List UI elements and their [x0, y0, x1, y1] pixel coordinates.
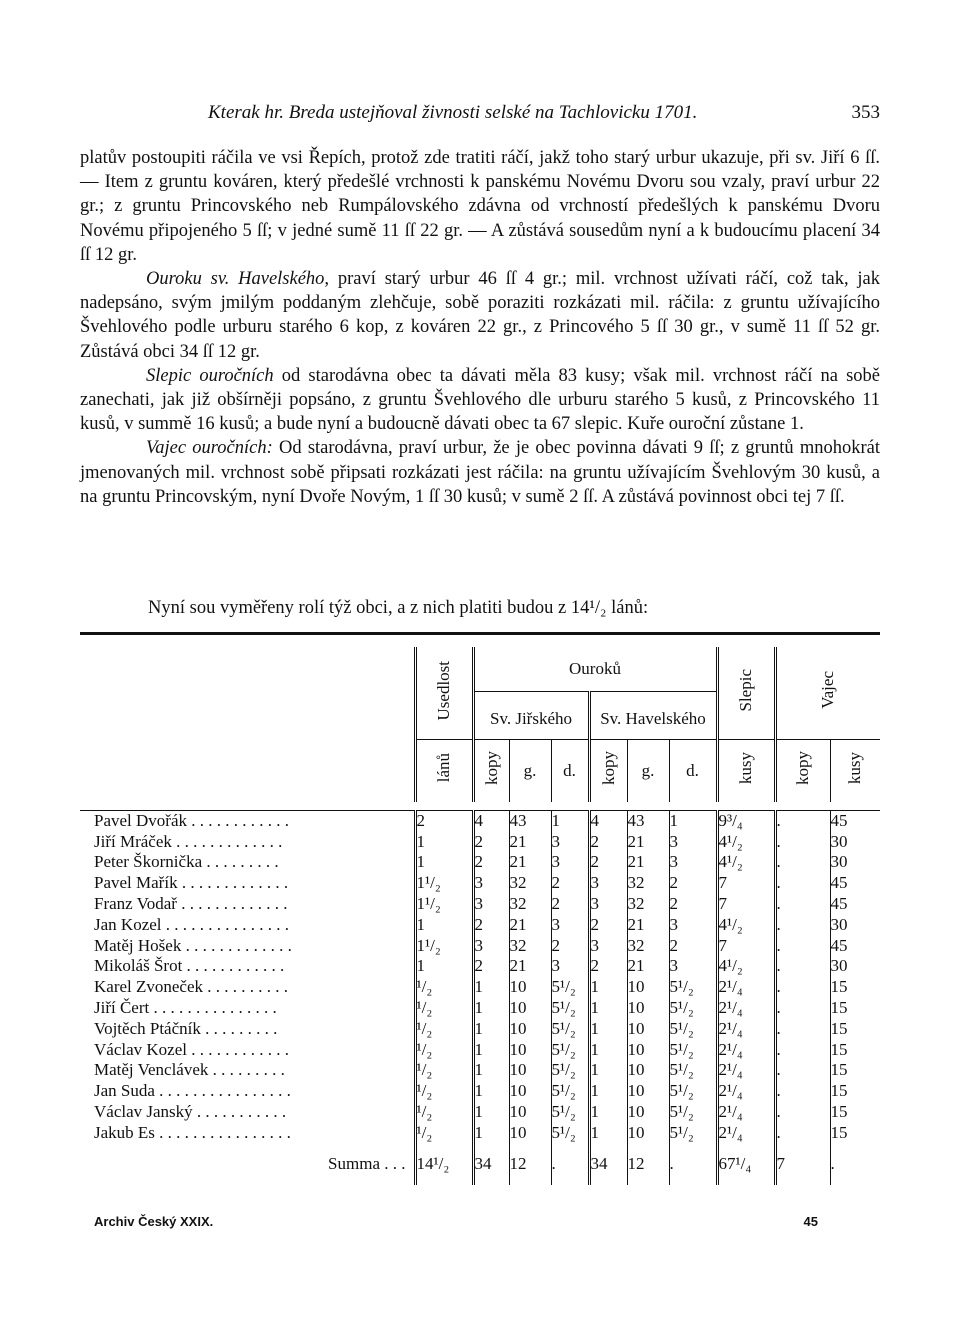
header-usedlost: Usedlost — [415, 647, 473, 739]
row-cell: 21 — [627, 914, 669, 935]
row-cell: 3 — [551, 914, 589, 935]
row-cell: 2¹/₄ — [717, 1018, 775, 1039]
row-cell: 3 — [589, 873, 627, 894]
row-cell: 1 — [473, 1122, 509, 1143]
row-cell: 21 — [509, 914, 551, 935]
row-cell: 2 — [589, 956, 627, 977]
row-cell: 10 — [509, 998, 551, 1019]
row-cell: . — [775, 977, 830, 998]
row-cell: 4¹/₂ — [717, 956, 775, 977]
italic-lead-4: Vajec ouročních: — [146, 438, 273, 459]
row-cell: 5¹/₂ — [551, 1060, 589, 1081]
table-row — [80, 1018, 880, 1039]
row-cell: 5¹/₂ — [669, 1081, 717, 1102]
row-cell: 1 — [551, 810, 589, 831]
row-cell: 2 — [551, 935, 589, 956]
row-name: Franz Vodař . . . . . . . . . . . . . — [94, 894, 288, 914]
row-cell: 10 — [627, 1018, 669, 1039]
row-cell: 3 — [551, 852, 589, 873]
row-cell: 45 — [830, 935, 880, 956]
row-name: Matěj Hošek . . . . . . . . . . . . . — [94, 935, 292, 955]
row-cell: 5¹/₂ — [669, 998, 717, 1019]
row-cell: ¹/₂ — [415, 1081, 473, 1102]
row-cell: 3 — [551, 956, 589, 977]
row-cell: 30 — [830, 956, 880, 977]
row-cell: 7 — [717, 873, 775, 894]
row-cell: ¹/₂ — [415, 1039, 473, 1060]
row-cell: 21 — [627, 956, 669, 977]
row-name: Pavel Mařík . . . . . . . . . . . . . — [94, 873, 289, 893]
row-cell: 1 — [473, 1039, 509, 1060]
summa-row — [80, 1143, 880, 1185]
row-cell: 10 — [509, 977, 551, 998]
header-slepic: Slepic — [717, 647, 775, 739]
row-cell: 32 — [627, 873, 669, 894]
footer — [94, 1214, 818, 1229]
row-cell: 2 — [589, 831, 627, 852]
row-cell: 15 — [830, 1018, 880, 1039]
header-sv-havelskeho: Sv. Havelského — [589, 691, 717, 739]
row-cell: 5¹/₂ — [669, 1039, 717, 1060]
row-name: Karel Zvoneček . . . . . . . . . . — [94, 977, 289, 997]
row-cell: 1 — [473, 977, 509, 998]
row-cell: 1 — [589, 1018, 627, 1039]
row-cell: . — [775, 914, 830, 935]
row-cell: 10 — [509, 1018, 551, 1039]
summa-cell: 67¹/₄ — [717, 1143, 775, 1185]
row-cell: 5¹/₂ — [551, 998, 589, 1019]
row-cell: 2 — [473, 831, 509, 852]
row-cell: 1 — [473, 1018, 509, 1039]
row-cell: 5¹/₂ — [551, 977, 589, 998]
row-cell: 4¹/₂ — [717, 852, 775, 873]
row-name: Jiří Mráček . . . . . . . . . . . . . — [94, 831, 283, 851]
row-cell: 3 — [473, 935, 509, 956]
summa-cell: . — [551, 1143, 589, 1185]
row-name: Pavel Dvořák . . . . . . . . . . . . — [94, 810, 290, 830]
row-cell: . — [775, 1060, 830, 1081]
running-header — [80, 102, 880, 132]
row-cell: 10 — [509, 1122, 551, 1143]
row-cell: 3 — [551, 831, 589, 852]
row-cell: 2¹/₄ — [717, 1102, 775, 1123]
unit-kopy-hav: kopy — [589, 739, 627, 802]
summa-cell: 34 — [473, 1143, 509, 1185]
row-cell: 2¹/₄ — [717, 1122, 775, 1143]
row-cell: 3 — [589, 894, 627, 915]
table-row — [80, 1102, 880, 1123]
row-cell: 3 — [669, 914, 717, 935]
row-cell: 1¹/₂ — [415, 873, 473, 894]
row-name: Mikoláš Šrot . . . . . . . . . . . . — [94, 956, 285, 976]
row-cell: 10 — [509, 1081, 551, 1102]
header-vajec: Vajec — [775, 647, 880, 739]
footer-signature: Archiv Český XXIX. — [94, 1214, 214, 1229]
row-cell: 4¹/₂ — [717, 831, 775, 852]
row-cell: 15 — [830, 1122, 880, 1143]
summa-cell: . — [830, 1143, 880, 1185]
row-cell: 32 — [627, 894, 669, 915]
table-row — [80, 977, 880, 998]
row-cell: . — [775, 956, 830, 977]
table-row — [80, 1122, 880, 1143]
summa-cell: 34 — [589, 1143, 627, 1185]
row-cell: 5¹/₂ — [669, 1122, 717, 1143]
row-name: Jan Kozel . . . . . . . . . . . . . . . — [94, 914, 290, 934]
unit-kusy-slepic: kusy — [717, 739, 775, 802]
row-cell: 1 — [589, 1081, 627, 1102]
paragraph-1: platův postoupiti ráčila ve vsi Řepích, protož zde tratiti ráčí, jakž toho starý urbur ukazuje, při sv. Jiří 6 ſſ. — Item z gruntu kováren, který předešlé vrchnosti k panskému Novému Dvoru sou vzaly, praví urbur 22 gr.; z gruntu Princovského neb Rumpálovského zdávna od vrchností předešlých k panskému Dvoru Novému připojeného 5 ſſ; v jedné sumě 11 ſſ 22 gr. — A zůstává sousedům nyní a k budoucímu placení 34 ſſ 12 gr. — [80, 148, 880, 265]
row-cell: 2¹/₄ — [717, 1039, 775, 1060]
row-cell: 7 — [717, 894, 775, 915]
row-cell: 2 — [473, 956, 509, 977]
row-cell: 5¹/₂ — [669, 977, 717, 998]
row-cell: 1 — [473, 998, 509, 1019]
row-cell: 1 — [415, 831, 473, 852]
table-row — [80, 998, 880, 1019]
row-cell: 32 — [509, 873, 551, 894]
row-cell: 1 — [669, 810, 717, 831]
row-cell: 10 — [627, 998, 669, 1019]
unit-kopy-vajec: kopy — [775, 739, 830, 802]
row-cell: . — [775, 1018, 830, 1039]
row-cell: 4 — [473, 810, 509, 831]
row-cell: 5¹/₂ — [551, 1122, 589, 1143]
row-cell: . — [775, 1122, 830, 1143]
table-row — [80, 914, 880, 935]
row-cell: 2 — [473, 914, 509, 935]
row-cell: 43 — [509, 810, 551, 831]
unit-kopy-jir: kopy — [473, 739, 509, 802]
row-cell: 2 — [589, 914, 627, 935]
row-cell: 2¹/₄ — [717, 998, 775, 1019]
summa-cell: 12 — [627, 1143, 669, 1185]
row-cell: ¹/₂ — [415, 1122, 473, 1143]
row-cell: . — [775, 1081, 830, 1102]
table-row — [80, 935, 880, 956]
row-cell: 1¹/₂ — [415, 894, 473, 915]
row-cell: 45 — [830, 810, 880, 831]
row-cell: 2¹/₄ — [717, 1060, 775, 1081]
table-row — [80, 810, 880, 831]
table-row — [80, 831, 880, 852]
summa-cell: 7 — [775, 1143, 830, 1185]
row-cell: 3 — [669, 831, 717, 852]
italic-lead-2: Ouroku sv. Havelského, — [146, 269, 330, 290]
row-cell: 2 — [473, 852, 509, 873]
row-cell: 3 — [473, 894, 509, 915]
summa-cell: 12 — [509, 1143, 551, 1185]
paragraph-3-text: od starodávna obec ta dávati měla 83 kusy; však mil. vrchnost ráčí na sobě zanechati, jak již obšírněji popsáno, z gruntu Švehlového dle urburu starého 5 kusů, z Princovského 11 kusů, v summě 16 kusů; a bude nyní a budoucně dávati obec ta 67 slepic. Kuře ouroční zůstane 1. — [80, 365, 881, 435]
row-cell: 2 — [669, 873, 717, 894]
land-table — [80, 632, 880, 1185]
unit-lanu: lánů — [415, 739, 473, 802]
running-title: Kterak hr. Breda ustejňoval živnosti selské na Tachlovicku 1701. — [208, 102, 698, 123]
paragraph-2-text: praví starý urbur 46 ſſ 4 gr.; mil. vrchnost užívati ráčí, což tak, jak nadepsáno, svým jmilým poddaným zlehčuje, sobě poraziti rozkázati mil. ráčila: z gruntu užívajícího Švehlového podle urburu starého 6 kop, z kováren 22 gr., z Princového 5 ſſ 30 gr., v sumě 11 ſſ 52 gr. Zůstává obci 34 ſſ 12 gr. — [80, 269, 880, 362]
paragraph-3 — [80, 364, 880, 437]
row-cell: 2¹/₄ — [717, 977, 775, 998]
row-cell: 10 — [627, 977, 669, 998]
row-cell: 1 — [589, 1039, 627, 1060]
table-row — [80, 1060, 880, 1081]
row-cell: 1¹/₂ — [415, 935, 473, 956]
row-name: Matěj Venclávek . . . . . . . . . — [94, 1060, 285, 1080]
table-row — [80, 852, 880, 873]
header-sv-jirskeho: Sv. Jiřského — [473, 691, 589, 739]
row-cell: 32 — [509, 894, 551, 915]
row-cell: 2¹/₄ — [717, 1081, 775, 1102]
row-cell: 3 — [589, 935, 627, 956]
row-cell: 1 — [415, 852, 473, 873]
row-cell: 15 — [830, 1102, 880, 1123]
row-cell: . — [775, 935, 830, 956]
italic-lead-3: Slepic ouročních — [146, 365, 274, 386]
paragraph-2 — [80, 267, 880, 364]
row-cell: 10 — [627, 1039, 669, 1060]
row-cell: 1 — [415, 956, 473, 977]
row-cell: 10 — [509, 1102, 551, 1123]
unit-g-hav: g. — [627, 739, 669, 802]
row-cell: . — [775, 810, 830, 831]
row-cell: 2 — [669, 894, 717, 915]
row-cell: 5¹/₂ — [669, 1018, 717, 1039]
row-cell: 2 — [551, 873, 589, 894]
row-cell: . — [775, 998, 830, 1019]
table-intro: Nyní sou vyměřeny rolí týž obci, a z nich platiti budou z 14¹/₂ lánů: — [148, 598, 649, 618]
row-cell: 9³/₄ — [717, 810, 775, 831]
row-cell: . — [775, 894, 830, 915]
row-cell: 30 — [830, 831, 880, 852]
page-number: 353 — [851, 102, 880, 123]
row-cell: 4¹/₂ — [717, 914, 775, 935]
unit-d-jir: d. — [551, 739, 589, 802]
row-cell: 1 — [473, 1102, 509, 1123]
row-cell: 3 — [669, 852, 717, 873]
row-cell: 15 — [830, 977, 880, 998]
row-cell: 5¹/₂ — [551, 1102, 589, 1123]
table-row — [80, 873, 880, 894]
row-cell: 1 — [589, 1060, 627, 1081]
row-name: Jan Suda . . . . . . . . . . . . . . . . — [94, 1081, 291, 1101]
row-cell: 5¹/₂ — [551, 1018, 589, 1039]
row-cell: 10 — [627, 1102, 669, 1123]
row-cell: 32 — [627, 935, 669, 956]
summa-cell: 14¹/₂ — [415, 1143, 473, 1185]
row-cell: 1 — [589, 998, 627, 1019]
row-cell: 10 — [509, 1039, 551, 1060]
row-cell: 10 — [627, 1060, 669, 1081]
row-cell: 4 — [589, 810, 627, 831]
row-cell: 15 — [830, 1060, 880, 1081]
row-cell: 21 — [627, 831, 669, 852]
row-cell: 15 — [830, 1039, 880, 1060]
row-cell: 10 — [509, 1060, 551, 1081]
paragraph-4 — [80, 436, 880, 509]
summa-label: Summa . . . — [328, 1154, 406, 1174]
row-cell: 1 — [415, 914, 473, 935]
row-name: Jakub Es . . . . . . . . . . . . . . . . — [94, 1122, 291, 1142]
row-cell: ¹/₂ — [415, 1018, 473, 1039]
row-name: Jiří Čert . . . . . . . . . . . . . . . — [94, 998, 277, 1018]
row-cell: 21 — [509, 956, 551, 977]
table-row — [80, 1039, 880, 1060]
row-cell: 1 — [589, 1102, 627, 1123]
unit-g-jir: g. — [509, 739, 551, 802]
row-cell: 7 — [717, 935, 775, 956]
row-name: Peter Škornička . . . . . . . . . — [94, 852, 279, 872]
row-cell: 5¹/₂ — [669, 1102, 717, 1123]
row-cell: . — [775, 873, 830, 894]
row-cell: 15 — [830, 998, 880, 1019]
row-cell: 5¹/₂ — [669, 1060, 717, 1081]
row-cell: ¹/₂ — [415, 1102, 473, 1123]
row-cell: . — [775, 1102, 830, 1123]
row-cell: . — [775, 1039, 830, 1060]
paragraph-4-text: Od starodávna, praví urbur, že je obec povinna dávati 9 ſſ; z gruntů mnohokrát jmenovaných mil. vrchnost sobě připsati rozkázati jest ráčila: na gruntu užívajícím Švehlovým 30 kusů, a na gruntu Princovským, nyní Dvoře Novým, 1 ſſ 30 kusů; v sumě 2 ſſ. A zůstává povinnost obci tej 7 ſſ. — [80, 438, 880, 507]
row-cell: . — [775, 831, 830, 852]
row-cell: ¹/₂ — [415, 1060, 473, 1081]
unit-d-hav: d. — [669, 739, 717, 802]
units-row — [80, 739, 880, 802]
row-cell: 43 — [627, 810, 669, 831]
row-cell: 1 — [473, 1060, 509, 1081]
row-name: Vojtěch Ptáčník . . . . . . . . . — [94, 1018, 278, 1038]
row-cell: 2 — [589, 852, 627, 873]
table-row — [80, 956, 880, 977]
footer-sheet-number: 45 — [803, 1214, 818, 1229]
row-cell: 10 — [627, 1122, 669, 1143]
table-row — [80, 1081, 880, 1102]
row-cell: 15 — [830, 1081, 880, 1102]
row-cell: 45 — [830, 894, 880, 915]
row-cell: ¹/₂ — [415, 998, 473, 1019]
row-cell: 5¹/₂ — [551, 1039, 589, 1060]
row-cell: . — [775, 852, 830, 873]
row-name: Václav Janský . . . . . . . . . . . — [94, 1102, 287, 1122]
row-cell: 1 — [589, 1122, 627, 1143]
row-name: Václav Kozel . . . . . . . . . . . . — [94, 1039, 289, 1059]
row-cell: 45 — [830, 873, 880, 894]
row-cell: 21 — [509, 831, 551, 852]
row-cell: 1 — [473, 1081, 509, 1102]
body-text — [80, 146, 880, 509]
row-cell: 1 — [589, 977, 627, 998]
row-cell: 30 — [830, 852, 880, 873]
row-cell: 21 — [509, 852, 551, 873]
row-cell: 2 — [415, 810, 473, 831]
row-cell: 32 — [509, 935, 551, 956]
row-cell: 10 — [627, 1081, 669, 1102]
unit-kusy-vajec: kusy — [830, 739, 880, 802]
row-cell: ¹/₂ — [415, 977, 473, 998]
row-cell: 3 — [473, 873, 509, 894]
row-cell: 2 — [551, 894, 589, 915]
row-cell: 3 — [669, 956, 717, 977]
summa-cell: . — [669, 1143, 717, 1185]
row-cell: 21 — [627, 852, 669, 873]
row-cell: 30 — [830, 914, 880, 935]
header-ouroku: Ouroků — [473, 647, 717, 691]
table-row — [80, 894, 880, 915]
row-cell: 2 — [669, 935, 717, 956]
row-cell: 5¹/₂ — [551, 1081, 589, 1102]
